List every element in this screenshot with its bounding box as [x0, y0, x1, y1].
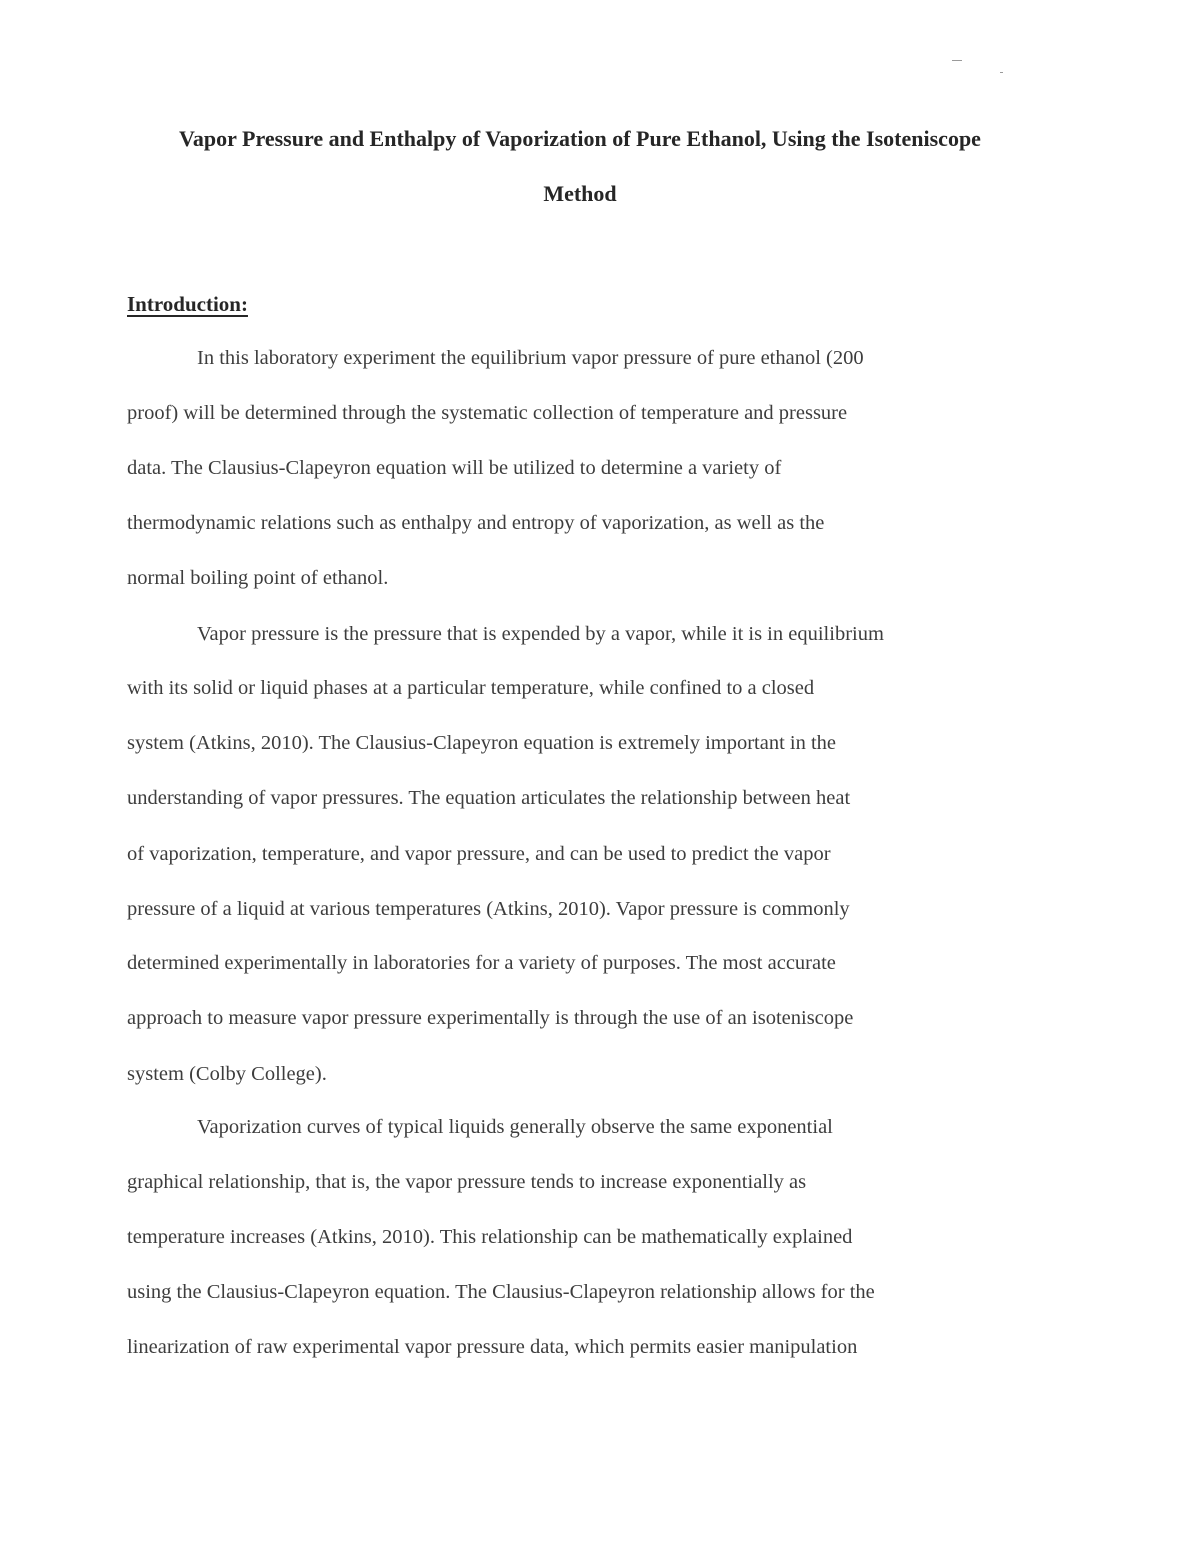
paragraph-line: determined experimentally in laboratories for a variety of purposes. The most accurate [127, 952, 836, 974]
paragraph-line: pressure of a liquid at various temperatures (Atkins, 2010). Vapor pressure is commonly [127, 898, 850, 920]
paragraph-line: understanding of vapor pressures. The equation articulates the relationship between heat [127, 787, 851, 809]
paragraph-line: proof) will be determined through the systematic collection of temperature and pressure [127, 402, 848, 424]
paragraph-line: normal boiling point of ethanol. [127, 567, 389, 589]
scan-mark [1000, 72, 1003, 73]
paragraph-line: using the Clausius-Clapeyron equation. The Clausius-Clapeyron relationship allows for the [127, 1281, 875, 1303]
paragraph-line: system (Atkins, 2010). The Clausius-Clapeyron equation is extremely important in the [127, 732, 837, 754]
paragraph-line: approach to measure vapor pressure experimentally is through the use of an isoteniscope [127, 1007, 854, 1029]
paragraph-line: system (Colby College). [127, 1063, 327, 1085]
paragraph-line: of vaporization, temperature, and vapor pressure, and can be used to predict the vapor [127, 843, 831, 865]
paragraph-line: In this laboratory experiment the equilibrium vapor pressure of pure ethanol (200 [197, 347, 864, 369]
paragraph-line: with its solid or liquid phases at a particular temperature, while confined to a closed [127, 677, 815, 699]
scan-mark [952, 60, 962, 61]
paragraph-line: thermodynamic relations such as enthalpy and entropy of vaporization, as well as the [127, 512, 825, 534]
paragraph-line: linearization of raw experimental vapor pressure data, which permits easier manipulation [127, 1336, 858, 1358]
section-heading-introduction: Introduction: [127, 292, 248, 316]
paragraph-line: Vapor pressure is the pressure that is expended by a vapor, while it is in equilibrium [197, 623, 884, 645]
paragraph-line: temperature increases (Atkins, 2010). This relationship can be mathematically explained [127, 1226, 853, 1248]
document-title-line-1: Vapor Pressure and Enthalpy of Vaporization of Pure Ethanol, Using the Isoteniscope [179, 126, 981, 151]
paragraph-line: Vaporization curves of typical liquids generally observe the same exponential [197, 1116, 833, 1138]
document-title-line-2: Method [543, 181, 617, 206]
paragraph-line: data. The Clausius-Clapeyron equation will be utilized to determine a variety of [127, 457, 782, 479]
paragraph-line: graphical relationship, that is, the vapor pressure tends to increase exponentially as [127, 1171, 807, 1193]
